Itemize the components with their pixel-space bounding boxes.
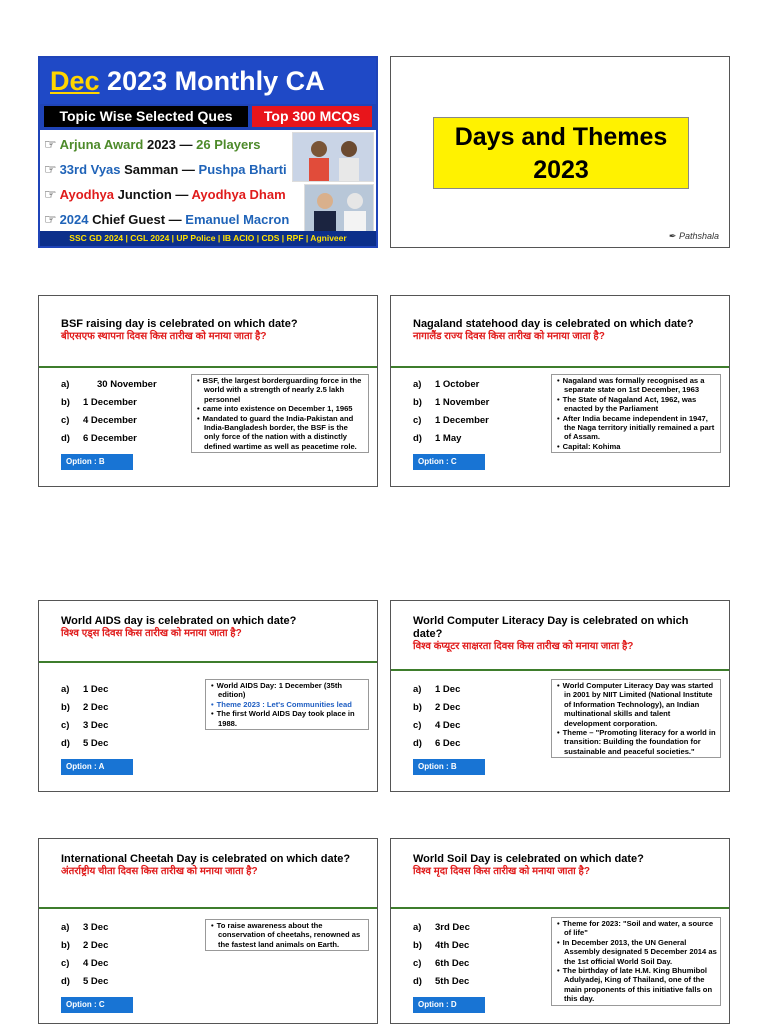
explanation-point: • The first World AIDS Day took place in 1988. (209, 709, 365, 728)
option-label: a) (413, 684, 422, 695)
explanation-point: • Theme – "Promoting literacy for a world in transition: Building the foundation for sustainable and peaceful societies." (555, 728, 717, 756)
cover-line-1-b: 2023 — (143, 137, 197, 152)
question-slide (38, 295, 378, 487)
explanation-point: • In December 2013, the UN General Assembly designated 5 December 2014 as the 1st official World Soil Day. (555, 938, 717, 966)
option-text: 2 Dec (435, 702, 461, 713)
option-item (61, 717, 201, 735)
cover-line-1-a: Arjuna Award (59, 137, 144, 152)
explanation-box (551, 917, 721, 1006)
cover-line-3 (44, 186, 286, 203)
explanation-box (551, 374, 721, 453)
explanation-point: • To raise awareness about the conservation of cheetahs, renowned as the fastest land animals on Earth. (209, 921, 365, 949)
option-text: 3rd Dec (435, 922, 470, 933)
pathshala-logo (669, 231, 719, 242)
option-label: b) (413, 397, 422, 408)
cover-title-month: Dec (50, 66, 100, 96)
cover-line-2-c: Pushpa Bharti (198, 162, 287, 177)
option-label: b) (61, 940, 70, 951)
option-item (61, 699, 201, 717)
option-text: 4 Dec (435, 720, 461, 731)
option-label: d) (413, 738, 422, 749)
option-text: 30 November (97, 379, 157, 390)
option-item (61, 919, 201, 937)
cover-content (40, 130, 376, 234)
answer-badge: Option : A (61, 759, 133, 775)
option-text: 4th Dec (435, 940, 470, 951)
divider (391, 669, 729, 671)
leaders-photo (304, 184, 374, 234)
question-text (413, 318, 713, 343)
option-text: 1 October (435, 379, 480, 390)
question-text (413, 853, 713, 878)
option-text: 5 Dec (83, 976, 109, 987)
explanation-point: • The birthday of late H.M. King Bhumibol Adulyadej, King of Thailand, one of the main proponents of this initiative falls on this day. (555, 966, 717, 1004)
divider (39, 661, 377, 663)
option-label: d) (413, 976, 422, 987)
options-list (61, 919, 201, 991)
option-label: a) (61, 379, 70, 390)
option-item (413, 717, 553, 735)
cover-line-3-c: Ayodhya Dham (191, 187, 286, 202)
option-label: a) (413, 922, 422, 933)
pointing-hand-icon: ☞ (44, 211, 57, 227)
option-item (413, 735, 553, 753)
question-hindi: बीएसएफ स्थापना दिवस किस तारीख को मनाया जाता है? (61, 331, 267, 342)
divider (39, 907, 377, 909)
explanation-point: • BSF, the largest borderguarding force in the world with a strength of nearly 2.5 lakh personnel (195, 376, 365, 404)
cover-line-4-c: Emanuel Macron (185, 212, 290, 227)
option-text: 1 December (435, 415, 489, 426)
option-label: c) (61, 720, 70, 731)
cover-line-2 (44, 161, 287, 178)
option-text: 6 December (83, 433, 137, 444)
option-label: b) (413, 940, 422, 951)
question-slide (390, 600, 730, 792)
option-text: 6 Dec (435, 738, 461, 749)
option-text: 1 Dec (83, 684, 109, 695)
title-slide (390, 56, 730, 248)
cover-line-3-b: Junction — (113, 187, 192, 202)
title-line-1: Days and Themes (454, 123, 668, 151)
cover-line-4-b: Chief Guest — (88, 212, 186, 227)
option-label: d) (413, 433, 422, 444)
options-list (61, 376, 201, 448)
question-text (413, 615, 713, 653)
option-label: c) (61, 415, 70, 426)
option-label: c) (413, 415, 422, 426)
explanation-point: • Capital: Kohima (555, 442, 717, 451)
option-text: 3 Dec (83, 922, 109, 933)
explanation-box (205, 919, 369, 951)
question-hindi: विश्व मृदा दिवस किस तारीख को मनाया जाता है? (413, 866, 590, 877)
cover-line-1-c: 26 Players (196, 137, 261, 152)
cover-slide (38, 56, 378, 248)
cover-line-1 (44, 136, 260, 153)
cover-subtitle-right: Top 300 MCQs (252, 106, 372, 127)
option-label: b) (61, 702, 70, 713)
cover-line-2-b: Samman — (120, 162, 199, 177)
question-english: World Soil Day is celebrated on which date? (413, 853, 644, 865)
option-text: 1 December (83, 397, 137, 408)
option-label: c) (413, 720, 422, 731)
option-text: 5 Dec (83, 738, 109, 749)
divider (391, 366, 729, 368)
answer-badge: Option : B (413, 759, 485, 775)
pointing-hand-icon: ☞ (44, 161, 57, 177)
explanation-point: • After India became independent in 1947, the Naga territory initially remained a part of Assam. (555, 414, 717, 442)
question-english: BSF raising day is celebrated on which date? (61, 318, 298, 330)
option-item (413, 412, 553, 430)
question-slide (390, 838, 730, 1024)
option-text: 1 Dec (435, 684, 461, 695)
cover-line-4 (44, 211, 289, 228)
option-label: d) (61, 433, 70, 444)
divider (391, 907, 729, 909)
option-text: 4 December (83, 415, 137, 426)
explanation-point: • Mandated to guard the India-Pakistan and India-Bangladesh border, the BSF is the only force of the nation with a distinctly defined wartime as well as peacetime role. (195, 414, 365, 452)
option-item (61, 955, 201, 973)
question-english: International Cheetah Day is celebrated on which date? (61, 853, 351, 865)
question-hindi: विश्व कंप्यूटर साक्षरता दिवस किस तारीख को मनाया जाता है? (413, 641, 634, 652)
title-box (433, 117, 689, 189)
option-text: 4 Dec (83, 958, 109, 969)
option-item (413, 955, 553, 973)
title-line-2: 2023 (533, 156, 589, 184)
option-item (413, 681, 553, 699)
option-item (61, 735, 201, 753)
options-list (413, 919, 553, 991)
option-item (61, 412, 201, 430)
option-label: c) (413, 958, 422, 969)
option-item (413, 699, 553, 717)
explanation-box (191, 374, 369, 453)
option-item (413, 394, 553, 412)
explanation-point: • Theme for 2023: "Soil and water, a source of life" (555, 919, 717, 938)
option-label: c) (61, 958, 70, 969)
option-text: 2 Dec (83, 940, 109, 951)
option-item (61, 430, 201, 448)
option-item (413, 376, 553, 394)
option-text: 1 November (435, 397, 490, 408)
explanation-point: • World AIDS Day: 1 December (35th edition) (209, 681, 365, 700)
question-slide (38, 838, 378, 1024)
question-hindi: अंतर्राष्ट्रीय चीता दिवस किस तारीख को मनाया जाता है? (61, 866, 258, 877)
option-label: b) (61, 397, 70, 408)
explanation-point: • came into existence on December 1, 1965 (195, 404, 365, 413)
option-label: a) (61, 922, 70, 933)
cover-line-2-a: 33rd Vyas (59, 162, 121, 177)
explanation-point: • The State of Nagaland Act, 1962, was enacted by the Parliament (555, 395, 717, 414)
option-item (413, 937, 553, 955)
options-list (413, 376, 553, 448)
explanation-point: • Nagaland was formally recognised as a separate state on 1st December, 1963 (555, 376, 717, 395)
explanation-point: • World Computer Literacy Day was started in 2001 by NIIT Limited (National Institute of Information Technology), an Indian multinational skills and talent development corporation. (555, 681, 717, 728)
cover-subtitle-left: Topic Wise Selected Ques (44, 106, 248, 127)
explanation-box (551, 679, 721, 758)
question-hindi: विश्व एड्स दिवस किस तारीख को मनाया जाता है? (61, 628, 242, 639)
question-slide (38, 600, 378, 792)
cover-line-4-a: 2024 (59, 212, 89, 227)
option-item (61, 376, 201, 394)
option-item (413, 919, 553, 937)
divider (39, 366, 377, 368)
option-item (61, 937, 201, 955)
answer-badge: Option : D (413, 997, 485, 1013)
option-text: 5th Dec (435, 976, 470, 987)
answer-badge: Option : C (413, 454, 485, 470)
option-text: 2 Dec (83, 702, 109, 713)
option-label: b) (413, 702, 422, 713)
option-label: d) (61, 738, 70, 749)
option-label: a) (61, 684, 70, 695)
option-text: 6th Dec (435, 958, 470, 969)
cover-title-rest: 2023 Monthly CA (107, 66, 325, 96)
option-text: 1 May (435, 433, 462, 444)
options-list (413, 681, 553, 753)
cover-title (40, 58, 376, 104)
cover-line-3-a: Ayodhya (59, 187, 114, 202)
option-text: 3 Dec (83, 720, 109, 731)
option-label: d) (61, 976, 70, 987)
question-english: World AIDS day is celebrated on which date? (61, 615, 297, 627)
option-item (413, 973, 553, 991)
answer-badge: Option : C (61, 997, 133, 1013)
option-item (61, 681, 201, 699)
pointing-hand-icon: ☞ (44, 136, 57, 152)
question-text (61, 853, 361, 878)
cover-footer: SSC GD 2024 | CGL 2024 | UP Police | IB ACIO | CDS | RPF | Agniveer (40, 231, 376, 246)
logo-text: Pathshala (678, 231, 719, 241)
option-item (413, 430, 553, 448)
answer-badge: Option : B (61, 454, 133, 470)
question-slide (390, 295, 730, 487)
question-hindi: नागालैंड राज्य दिवस किस तारीख को मनाया जाता है? (413, 331, 605, 342)
pen-icon: ✒ (668, 231, 677, 241)
option-label: a) (413, 379, 422, 390)
question-english: World Computer Literacy Day is celebrated on which date? (413, 615, 689, 640)
options-list (61, 681, 201, 753)
question-text (61, 615, 361, 640)
explanation-box (205, 679, 369, 730)
option-item (61, 394, 201, 412)
question-text (61, 318, 361, 343)
award-photo (292, 132, 374, 182)
question-english: Nagaland statehood day is celebrated on which date? (413, 318, 694, 330)
explanation-point: • Theme 2023 : Let's Communities lead (209, 700, 365, 709)
pointing-hand-icon: ☞ (44, 186, 57, 202)
option-item (61, 973, 201, 991)
